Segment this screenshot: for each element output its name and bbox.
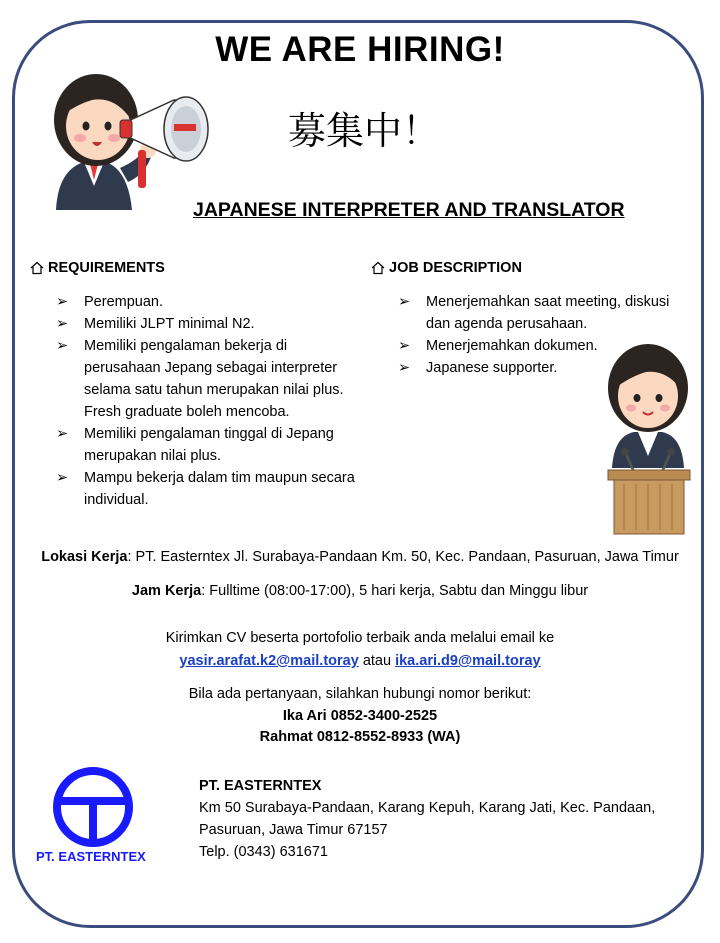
job-description-heading-label: JOB DESCRIPTION — [389, 260, 522, 276]
list-item: ➢ Memiliki pengalaman bekerja di perusahaan Jepang sebagai interpreter selama satu tahun merupakan nilai plus. Fresh graduate boleh mencoba. — [56, 335, 354, 423]
requirements-list — [56, 291, 356, 511]
contact-instructions: Bila ada pertanyaan, silahkan hubungi nomor berikut: — [188, 686, 532, 702]
position-title: JAPANESE INTERPRETER AND TRANSLATOR — [193, 199, 625, 221]
page-title: WE ARE HIRING! — [215, 30, 505, 69]
arrow-bullet-icon: ➢ — [56, 426, 69, 442]
email-connector: atau — [362, 653, 392, 669]
list-item: ➢ Memiliki pengalaman tinggal di Jepang merupakan nilai plus. — [56, 423, 356, 467]
work-hours-value: : Fulltime (08:00-17:00), 5 hari kerja, Sabtu dan Minggu libur — [201, 583, 589, 599]
arrow-bullet-icon: ➢ — [56, 338, 69, 354]
list-item: ➢ Menerjemahkan dokumen. — [398, 335, 690, 357]
email-link-1[interactable]: yasir.arafat.k2@mail.toray — [179, 653, 359, 669]
speaker-podium-illustration — [600, 338, 696, 536]
company-phone: Telp. (0343) 631671 — [199, 844, 328, 860]
contact-person-2: Rahmat 0812-8552-8933 (WA) — [259, 729, 461, 745]
arrow-bullet-icon: ➢ — [398, 360, 411, 376]
list-item: ➢ Japanese supporter. — [398, 357, 690, 379]
arrow-bullet-icon: ➢ — [398, 294, 411, 310]
work-hours-label: Jam Kerja — [131, 583, 202, 599]
company-logo-text: PT. EASTERNTEX — [36, 849, 146, 864]
requirements-heading — [30, 260, 165, 276]
work-location — [0, 549, 720, 565]
company-info — [199, 775, 655, 863]
list-item: ➢ Perempuan. — [56, 291, 356, 313]
contact-person-1: Ika Ari 0852-3400-2525 — [282, 708, 438, 724]
work-hours — [0, 583, 720, 599]
megaphone-woman-illustration — [34, 60, 216, 226]
arrow-bullet-icon: ➢ — [56, 470, 69, 486]
work-location-value: : PT. Easterntex Jl. Surabaya-Pandaan Km. 50, Kec. Pandaan, Pasuruan, Jawa Timur — [127, 549, 679, 565]
arrow-bullet-icon: ➢ — [56, 316, 69, 332]
house-icon — [371, 261, 385, 275]
email-link-2[interactable]: ika.ari.d9@mail.toray — [395, 653, 541, 669]
work-location-label: Lokasi Kerja — [41, 549, 128, 565]
list-item: ➢ Menerjemahkan saat meeting, diskusi dan agenda perusahaan. — [398, 291, 690, 335]
company-logo-icon — [52, 766, 134, 848]
title-japanese: 募集中！ — [288, 109, 441, 153]
list-item: ➢ Memiliki JLPT minimal N2. — [56, 313, 356, 335]
apply-instructions: Kirimkan CV beserta portofolio terbaik anda melalui email ke — [165, 630, 555, 646]
company-name: PT. EASTERNTEX — [199, 778, 322, 794]
job-description-heading — [371, 260, 522, 276]
company-address-line-2: Pasuruan, Jawa Timur 67157 — [199, 822, 388, 838]
arrow-bullet-icon: ➢ — [398, 338, 411, 354]
requirements-heading-label: REQUIREMENTS — [48, 260, 165, 276]
company-address-line-1: Km 50 Surabaya-Pandaan, Karang Kepuh, Karang Jati, Kec. Pandaan, — [199, 800, 656, 816]
house-icon — [30, 261, 44, 275]
arrow-bullet-icon: ➢ — [56, 294, 69, 310]
apply-emails — [0, 653, 720, 669]
list-item: ➢ Mampu bekerja dalam tim maupun secara individual. — [56, 467, 356, 511]
